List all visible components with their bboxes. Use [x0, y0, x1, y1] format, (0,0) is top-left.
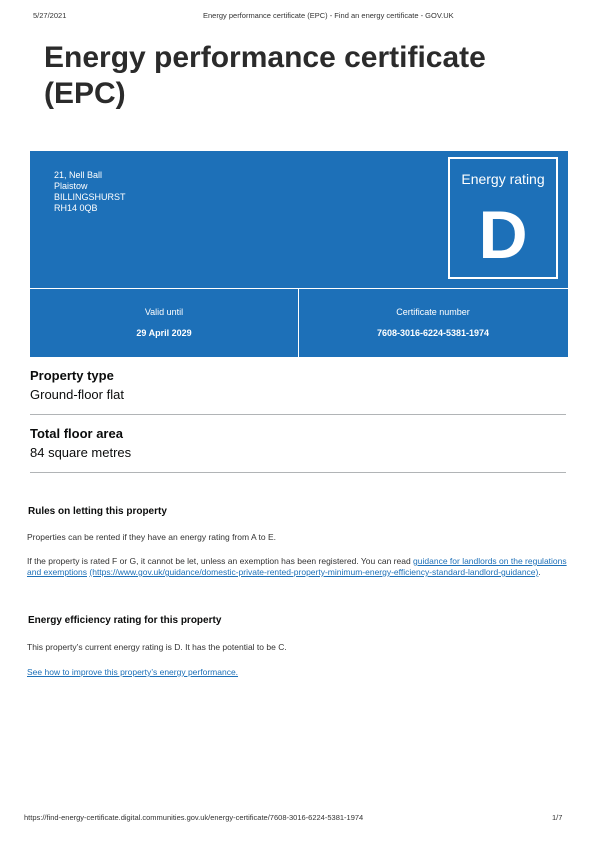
- efficiency-heading: Energy efficiency rating for this property: [28, 615, 222, 626]
- landlord-guidance-url[interactable]: (https://www.gov.uk/guidance/domestic-private-rented-property-minimum-energy-efficiency-standard-landlord-guidance): [89, 567, 539, 577]
- address-line: BILLINGSHURST: [54, 192, 126, 202]
- letting-heading: Rules on letting this property: [28, 506, 167, 517]
- landlord-guidance-link[interactable]: guidance for landlords on the regulations and exemptions: [27, 556, 567, 577]
- print-footer-url: https://find-energy-certificate.digital.communities.gov.uk/energy-certificate/7608-3016-6224-5381-1974: [24, 813, 364, 822]
- energy-rating-label: Energy rating: [461, 171, 545, 187]
- certificate-number-value: 7608-3016-6224-5381-1974: [376, 328, 490, 338]
- sentence-end: .: [538, 567, 541, 577]
- certificate-panel: [30, 151, 568, 357]
- valid-until-cell: [30, 288, 298, 357]
- valid-until-label: Valid until: [144, 307, 184, 317]
- property-address: [54, 170, 126, 214]
- improve-performance-link[interactable]: See how to improve this property’s energy performance.: [27, 667, 239, 677]
- divider: [30, 472, 566, 473]
- address-line: 21, Nell Ball: [54, 170, 103, 180]
- address-line: RH14 0QB: [54, 203, 98, 213]
- print-page-number: 1/7: [552, 813, 563, 822]
- print-date: 5/27/2021: [33, 11, 67, 20]
- floor-area-label: Total floor area: [30, 426, 123, 441]
- energy-rating-box: [448, 157, 558, 279]
- certificate-number-label: Certificate number: [396, 307, 470, 317]
- property-type-value: Ground-floor flat: [30, 387, 124, 402]
- certificate-number-cell: [299, 288, 567, 357]
- floor-area-value: 84 square metres: [30, 445, 132, 460]
- print-page-title: Energy performance certificate (EPC) - Find an energy certificate - GOV.UK: [203, 11, 454, 20]
- valid-until-value: 29 April 2029: [136, 328, 192, 338]
- address-line: Plaistow: [54, 181, 88, 191]
- letting-guidance-paragraph: [27, 556, 567, 578]
- property-type-label: Property type: [30, 368, 114, 383]
- letting-paragraph: Properties can be rented if they have an energy rating from A to E.: [27, 532, 277, 542]
- letting-guidance-text: If the property is rated F or G, it cannot be let, unless an exemption has been registered. You can read: [27, 556, 414, 566]
- page-title: Energy performance certificate (EPC): [44, 41, 486, 110]
- efficiency-paragraph: [27, 667, 567, 678]
- efficiency-paragraph: This property’s current energy rating is D. It has the potential to be C.: [27, 642, 287, 652]
- divider: [30, 414, 566, 415]
- energy-rating-letter: D: [478, 197, 528, 273]
